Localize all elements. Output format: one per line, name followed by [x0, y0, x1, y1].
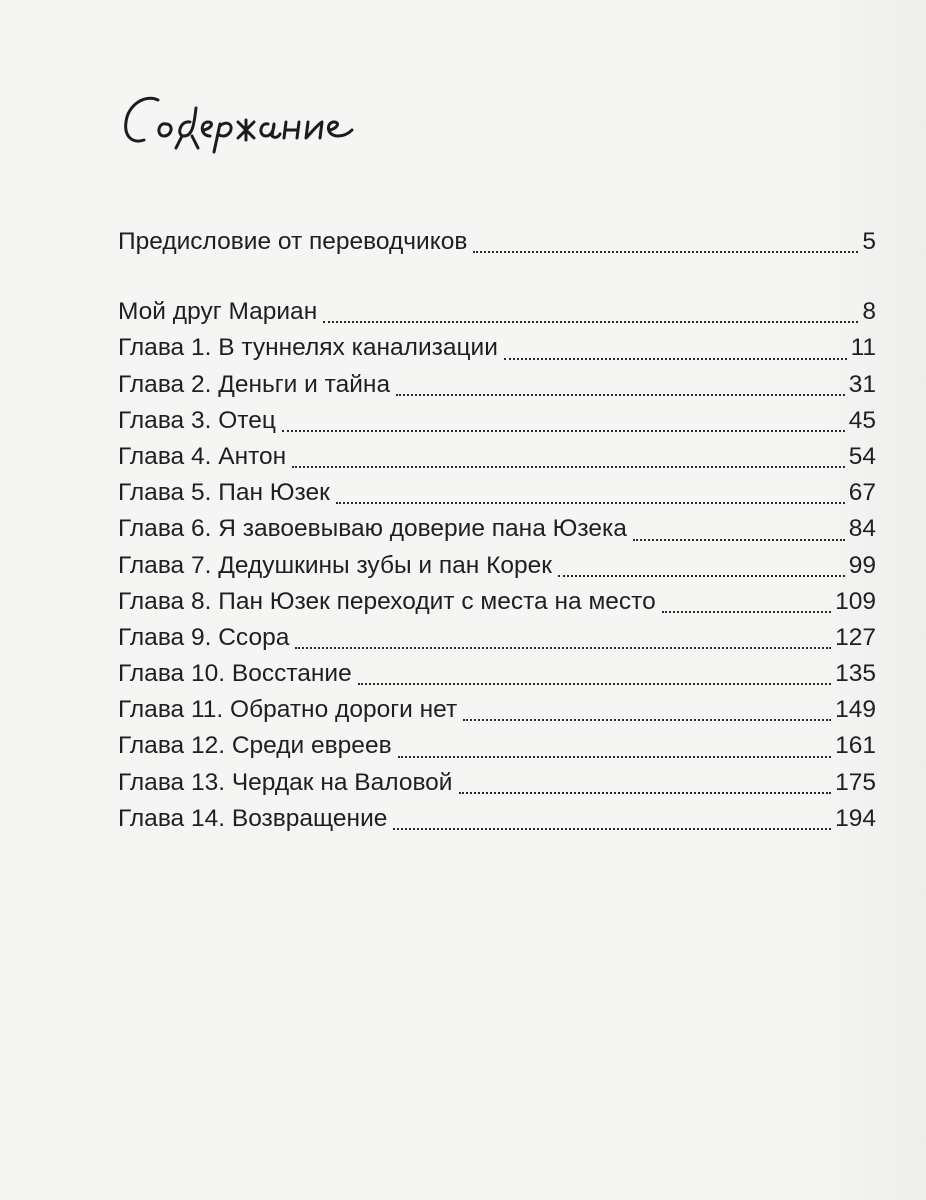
toc-page-number: 135 [835, 660, 876, 688]
toc-label: Глава 4. Антон [118, 442, 287, 470]
dot-leader [459, 792, 832, 794]
dot-leader [292, 466, 845, 468]
toc-page-number: 11 [850, 334, 876, 362]
toc-page-number: 45 [848, 406, 876, 434]
toc-label: Глава 9. Ссора [118, 623, 290, 651]
toc-page-number: 31 [848, 370, 876, 398]
toc-row[interactable] [118, 548, 876, 584]
dot-leader [393, 828, 831, 830]
toc-label: Глава 1. В туннелях канализации [118, 334, 498, 362]
toc-label: Глава 6. Я завоевываю доверие пана Юзека [118, 515, 627, 543]
toc-row[interactable] [118, 765, 876, 801]
toc-row[interactable] [118, 294, 876, 330]
dot-leader [396, 394, 845, 396]
toc-row[interactable] [118, 403, 876, 439]
dot-leader [323, 321, 858, 323]
toc-page-number: 149 [835, 696, 876, 724]
toc-label: Глава 2. Деньги и тайна [118, 370, 391, 398]
toc-label: Предисловие от переводчиков [118, 228, 468, 255]
toc-page-number: 109 [835, 587, 876, 615]
toc-row[interactable] [118, 801, 876, 837]
toc-row[interactable] [118, 620, 876, 656]
toc-page-number: 5 [862, 228, 876, 255]
toc-page-number: 127 [835, 623, 876, 651]
dot-leader [358, 683, 831, 685]
toc-row[interactable] [118, 656, 876, 692]
toc-label: Глава 8. Пан Юзек переходит с места на место [118, 587, 656, 615]
toc-label: Глава 7. Дедушкины зубы и пан Корек [118, 551, 552, 579]
toc-label: Глава 11. Обратно дороги нет [118, 696, 458, 724]
toc-label: Глава 5. Пан Юзек [118, 479, 330, 507]
toc-label: Глава 12. Среди евреев [118, 732, 392, 760]
toc-row[interactable] [118, 584, 876, 620]
toc-row[interactable] [118, 439, 876, 475]
toc-row[interactable] [118, 511, 876, 547]
toc-page-number: 84 [848, 515, 876, 543]
dot-leader [504, 358, 847, 360]
dot-leader [463, 719, 831, 721]
toc-page-number: 194 [835, 804, 876, 832]
dot-leader [473, 251, 858, 253]
toc-label: Глава 3. Отец [118, 406, 276, 434]
page-title [118, 78, 398, 168]
toc-page-number: 67 [848, 479, 876, 507]
table-of-contents [118, 224, 876, 837]
toc-page-number: 161 [835, 732, 876, 760]
dot-leader [558, 575, 845, 577]
dot-leader [336, 502, 845, 504]
toc-label: Глава 10. Восстание [118, 660, 352, 688]
toc-row[interactable] [118, 728, 876, 764]
dot-leader [295, 647, 831, 649]
handwritten-title-logo [118, 78, 398, 168]
toc-row[interactable] [118, 367, 876, 403]
toc-label: Глава 13. Чердак на Валовой [118, 768, 453, 796]
toc-row[interactable] [118, 692, 876, 728]
dot-leader [633, 539, 845, 541]
toc-label: Мой друг Мариан [118, 298, 318, 326]
toc-row[interactable] [118, 330, 876, 366]
toc-page-number: 8 [862, 298, 876, 326]
toc-label: Глава 14. Возвращение [118, 804, 388, 832]
dot-leader [282, 430, 845, 432]
dot-leader [398, 756, 832, 758]
toc-row-preface[interactable] [118, 224, 876, 260]
toc-page-number: 175 [835, 768, 876, 796]
dot-leader [662, 611, 831, 613]
toc-page-number: 54 [848, 442, 876, 470]
toc-row[interactable] [118, 475, 876, 511]
toc-page-number: 99 [848, 551, 876, 579]
